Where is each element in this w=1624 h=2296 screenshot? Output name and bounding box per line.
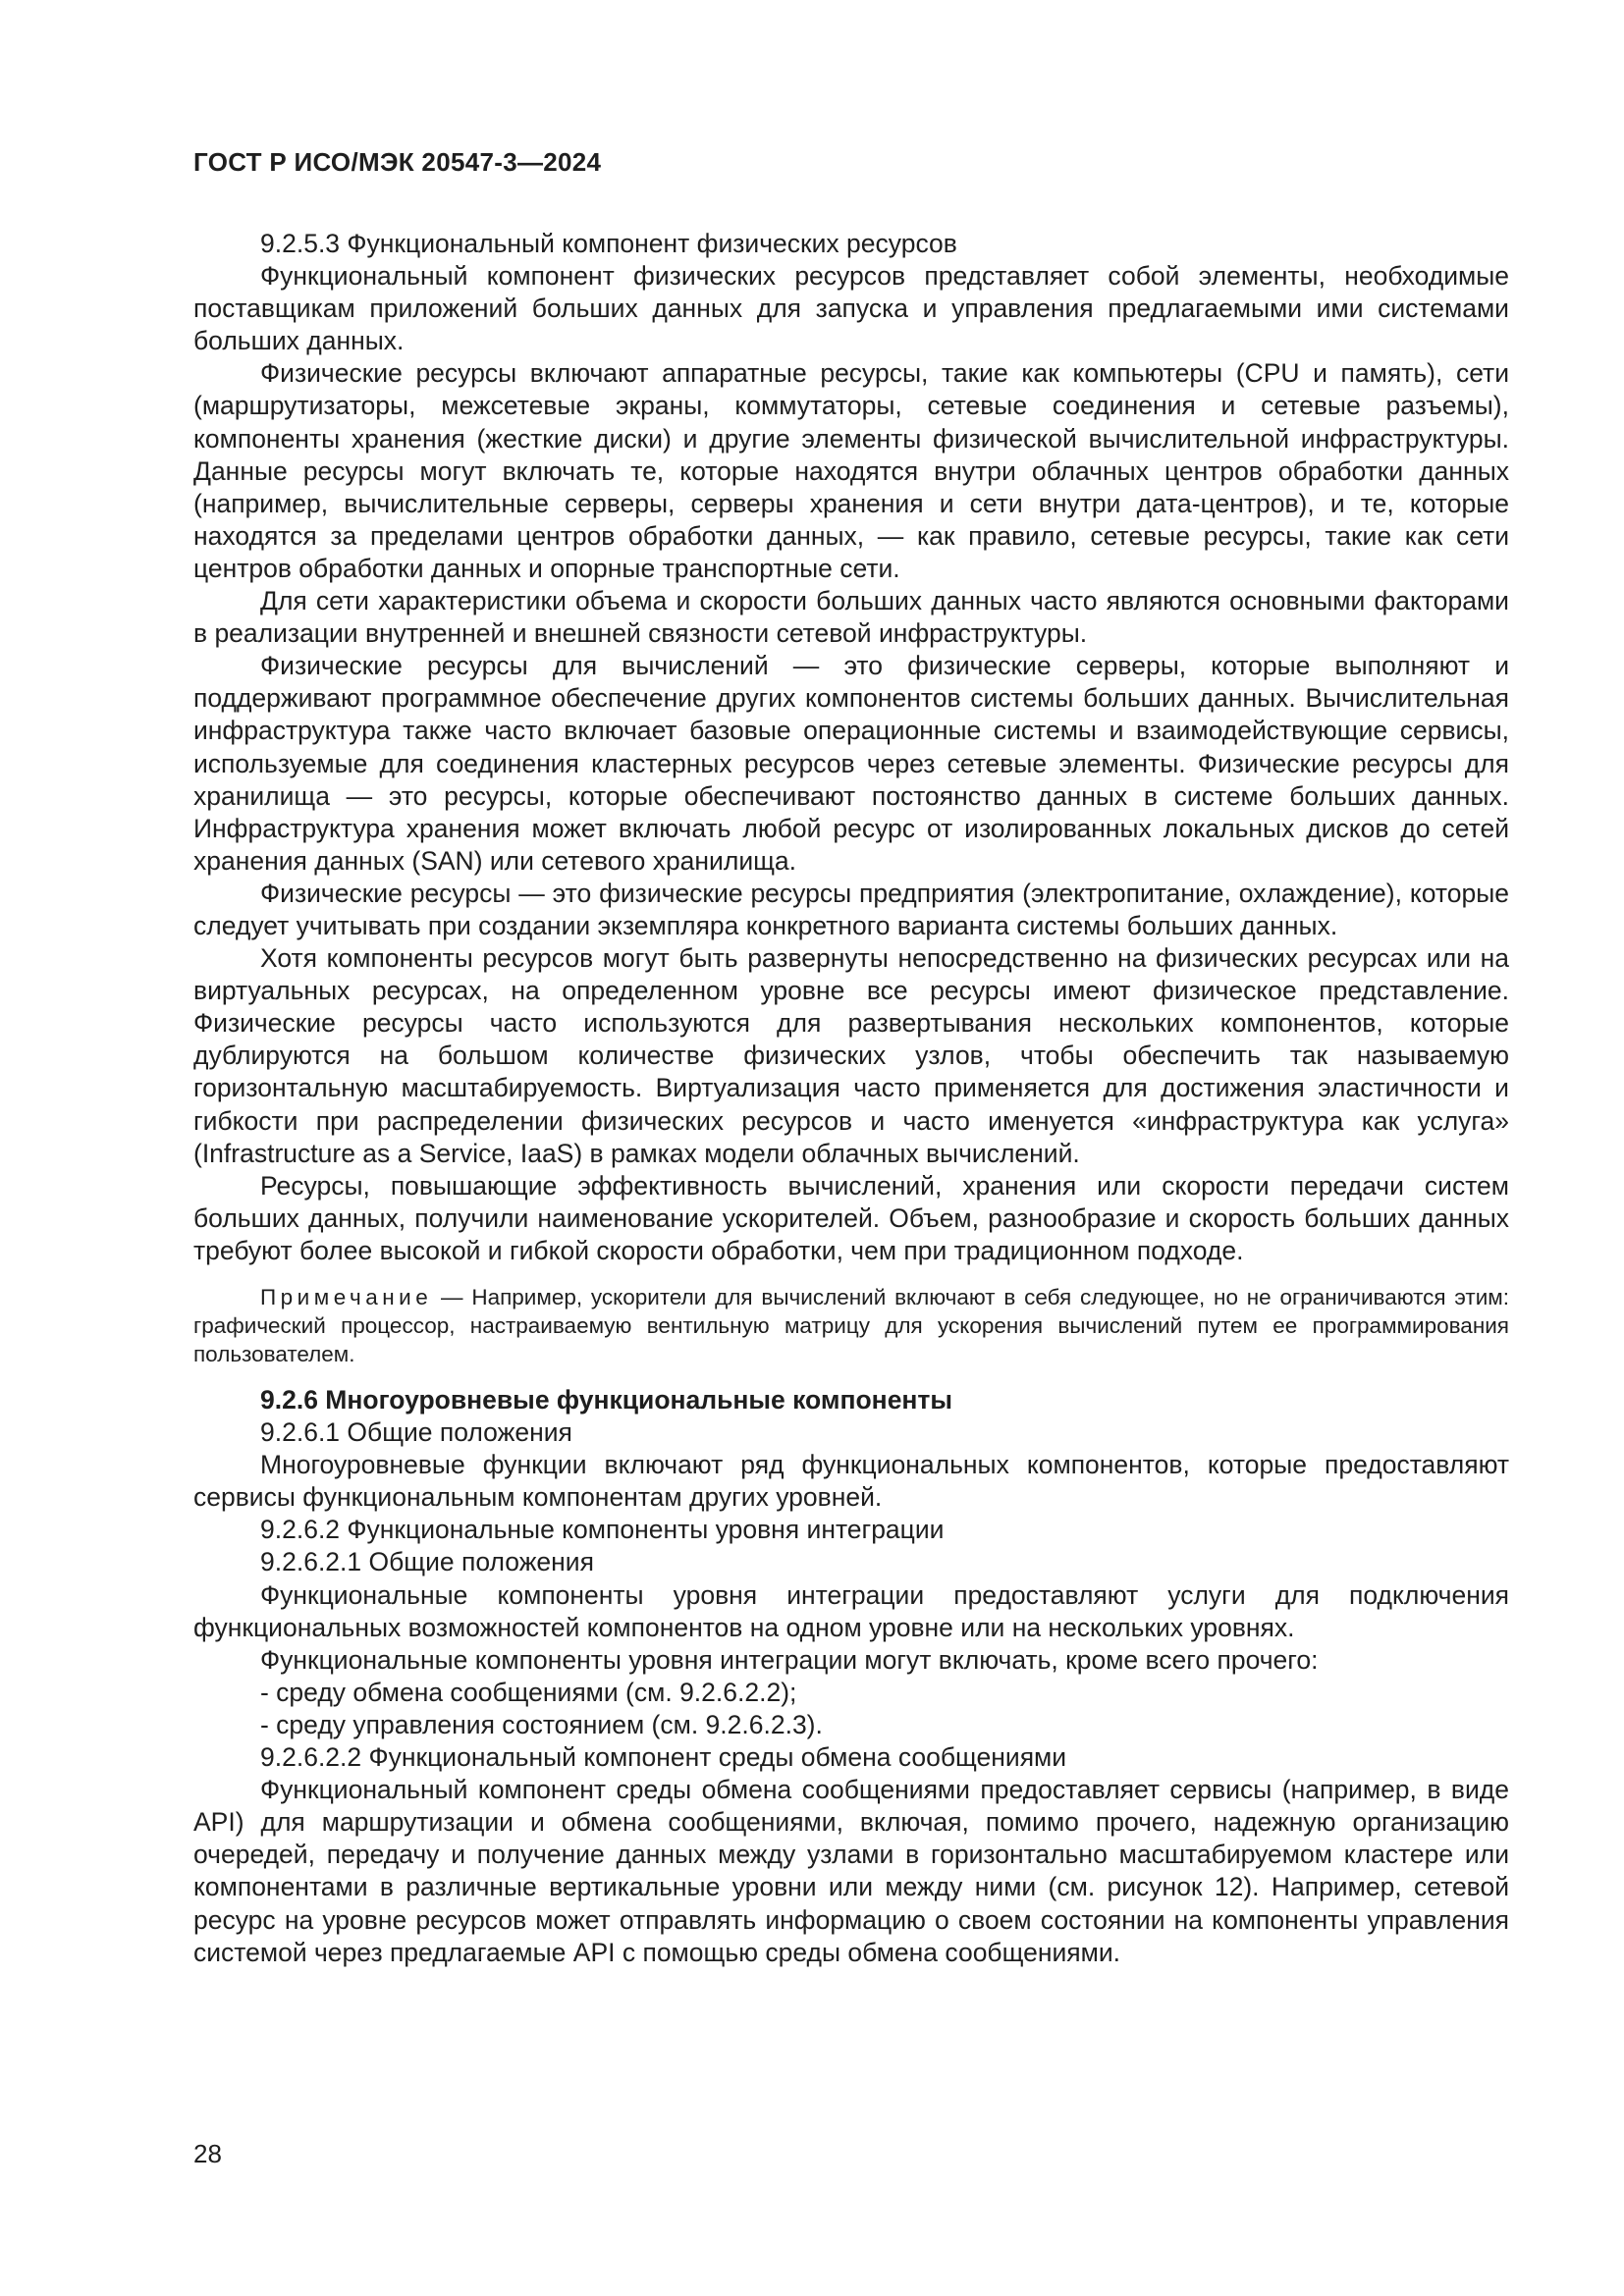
paragraph: Физические ресурсы включают аппаратные ресурсы, такие как компьютеры (CPU и память), сети (маршрутизаторы, межсетевые экраны, коммутаторы, сетевые соединения и сетевые разъемы), компоненты хранения (жесткие диски) и другие элементы физической вычислительной инфраструктуры. Данные ресурсы могут включать те, которые находятся внутри облачных центров обработки данных (например, вычислительные серверы, серверы хранения и сети внутри дата-центров), и те, которые находятся за пределами центров обработки данных, — как правило, сетевые ресурсы, такие как сети центров обработки данных и опорные транспортные сети. <box>193 358 1509 583</box>
paragraph: Хотя компоненты ресурсов могут быть развернуты непосредственно на физических ресурсах или на виртуальных ресурсах, на определенном уровне все ресурсы имеют физическое представление. Физические ресурсы часто используются для развертывания нескольких компонентов, которые дублируются на большом количестве физических узлов, чтобы обеспечить так называемую горизонтальную масштабируемость. Виртуализация часто применяется для достижения эластичности и гибкости при распределении физических ресурсов и часто именуется «инфраструктура как услуга» (Infrastructure as a Service, IaaS) в рамках модели облачных вычислений. <box>193 943 1509 1168</box>
list-item: - среду обмена сообщениями (см. 9.2.6.2.2); <box>260 1677 797 1707</box>
section-heading: 9.2.6 Многоуровневые функциональные компоненты <box>260 1385 953 1415</box>
paragraph: Функциональный компонент физических ресурсов представляет собой элементы, необходимые поставщикам приложений больших данных для запуска и управления предлагаемыми ими системами больших данных. <box>193 261 1509 356</box>
paragraph: Функциональные компоненты уровня интеграции предоставляют услуги для подключения функциональных возможностей компонентов на одном уровне или на нескольких уровнях. <box>193 1579 1509 1642</box>
note <box>193 1283 1509 1368</box>
page-number: 28 <box>193 2139 222 2168</box>
paragraph: Физические ресурсы для вычислений — это физические серверы, которые выполняют и поддерживают программное обеспечение других компонентов системы больших данных. Вычислительная инфраструктура также часто включает базовые операционные системы и взаимодействующие сервисы, используемые для соединения кластерных ресурсов через сетевые элементы. Физические ресурсы для хранилища — это ресурсы, которые обеспечивают постоянство данных в системе больших данных. Инфраструктура хранения может включать любой ресурс от изолированных локальных дисков до сетей хранения данных (SAN) или сетевого хранилища. <box>193 651 1509 876</box>
paragraph: Функциональный компонент среды обмена сообщениями предоставляет сервисы (например, в виде API) для маршрутизации и обмена сообщениями, включая, помимо прочего, надежную организацию очередей, передачу и получение данных между узлами в горизонтально масштабируемом кластере или компонентами в различные вертикальные уровни или между ними (см. рисунок 12). Например, сетевой ресурс на уровне ресурсов может отправлять информацию о своем состоянии на компоненты управления системой через предлагаемые API с помощью среды обмена сообщениями. <box>193 1775 1509 1967</box>
paragraph: Функциональные компоненты уровня интеграции могут включать, кроме всего прочего: <box>260 1644 1319 1675</box>
paragraph: 9.2.6.1 Общие положения <box>260 1417 572 1448</box>
paragraph: 9.2.6.2.1 Общие положения <box>260 1547 594 1577</box>
paragraph: 9.2.6.2.2 Функциональный компонент среды обмена сообщениями <box>260 1742 1067 1773</box>
document-body <box>193 228 1509 1969</box>
paragraph: Для сети характеристики объема и скорости больших данных часто являются основными факторами в реализации внутренней и внешней связности сетевой инфраструктуры. <box>193 586 1509 649</box>
paragraph: Многоуровневые функции включают ряд функциональных компонентов, которые предоставляют сервисы функциональным компонентам других уровней. <box>193 1450 1509 1513</box>
document-header: ГОСТ Р ИСО/МЭК 20547-3—2024 <box>193 147 602 177</box>
paragraph: Физические ресурсы — это физические ресурсы предприятия (электропитание, охлаждение), которые следует учитывать при создании экземпляра конкретного варианта системы больших данных. <box>193 878 1509 940</box>
list-item: - среду управления состоянием (см. 9.2.6.2.3). <box>260 1709 823 1739</box>
paragraph: Ресурсы, повышающие эффективность вычислений, хранения или скорости передачи систем больших данных, получили наименование ускорителей. Объем, разнообразие и скорость больших данных требуют более высокой и гибкой скорости обработки, чем при традиционном подходе. <box>193 1170 1509 1265</box>
note-label: Примечание <box>260 1285 433 1309</box>
paragraph: 9.2.6.2 Функциональные компоненты уровня интеграции <box>260 1515 945 1545</box>
note-text: — Например, ускорители для вычислений включают в себя следующее, но не ограничиваются этим: графический процессор, настраиваемую вентильную матрицу для ускорения вычислений путем ее программирования пользователем. <box>193 1285 1509 1366</box>
paragraph: 9.2.5.3 Функциональный компонент физических ресурсов <box>260 229 957 258</box>
